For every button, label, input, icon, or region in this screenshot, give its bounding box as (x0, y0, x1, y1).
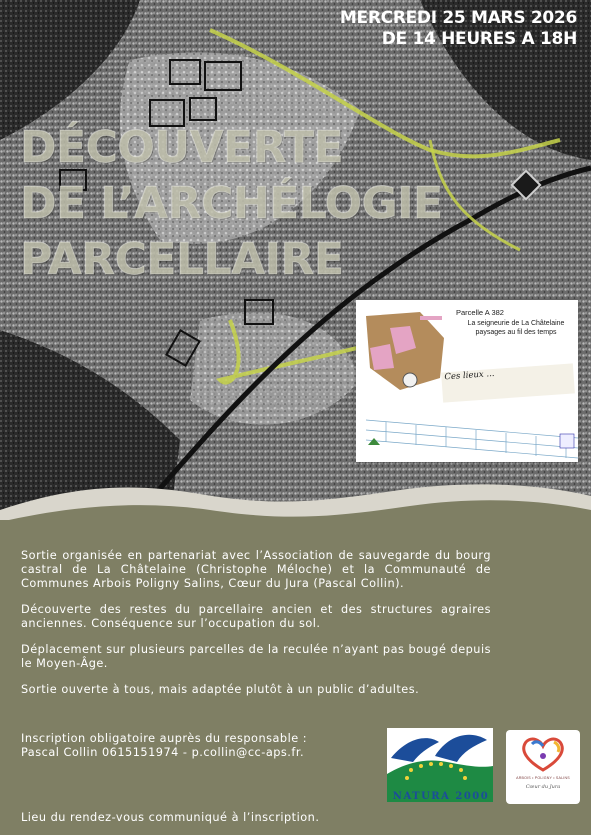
event-date-block (340, 8, 577, 50)
registration-contact (21, 732, 381, 760)
page-title (20, 120, 443, 288)
parcel-subtitle-line-1: La seigneurie de La Châtelaine (467, 320, 565, 327)
registration-details[interactable]: Pascal Collin 0615151974 - p.collin@cc-aps.fr. (21, 746, 305, 759)
description-discovery: Découverte des restes du parcellaire ancien et des structures agraires anciennes. Conséquence sur l’occupation du sol. (21, 603, 491, 630)
parcel-document-inset (356, 300, 578, 462)
registration-intro: Inscription obligatoire auprès du responsable : (21, 732, 308, 745)
cc-logo-towns: ARBOIS • POLIGNY • SALINS (516, 776, 570, 780)
heart-logo-icon (506, 730, 580, 776)
event-description (21, 549, 491, 709)
title-line-1: DÉCOUVERTE (20, 122, 344, 173)
parcel-subtitle (456, 319, 576, 337)
parcel-grid-strip (356, 390, 578, 462)
cadastral-map-image (360, 308, 452, 394)
description-parcels: Déplacement sur plusieurs parcelles de la reculée n’ayant pas bougé depuis le Moyen-Âge. (21, 643, 491, 670)
natura-2000-label: NATURA 2000 (392, 791, 490, 802)
event-time: DE 14 HEURES A 18H (381, 29, 577, 49)
title-line-3: PARCELLAIRE (20, 234, 344, 285)
title-line-2: DE L’ARCHÉLOGIE (20, 178, 443, 229)
organisation-logo-icon (368, 438, 380, 445)
manuscript-excerpt: Ces lieux ... (441, 363, 575, 402)
cc-logo-name: Cœur du Jura (525, 784, 561, 790)
parcel-subtitle-line-2: paysages au fil des temps (475, 329, 557, 336)
prefecture-logo-icon (560, 434, 574, 448)
parcel-id: Parcelle A 382 (456, 308, 504, 317)
communaute-communes-logo (506, 730, 580, 804)
decorative-wave-band (0, 470, 591, 520)
description-partnership: Sortie organisée en partenariat avec l’Association de sauvegarde du bourg castral de La Châtelaine (Christophe Méloche) et la Communauté de Communes Arbois Poligny Salins, Cœur du Jura (Pascal Collin). (21, 549, 491, 590)
meeting-point-note: Lieu du rendez-vous communiqué à l’inscription. (21, 811, 320, 824)
event-date: MERCREDI 25 MARS 2026 (339, 8, 577, 28)
description-audience: Sortie ouverte à tous, mais adaptée plutôt à un public d’adultes. (21, 683, 420, 696)
